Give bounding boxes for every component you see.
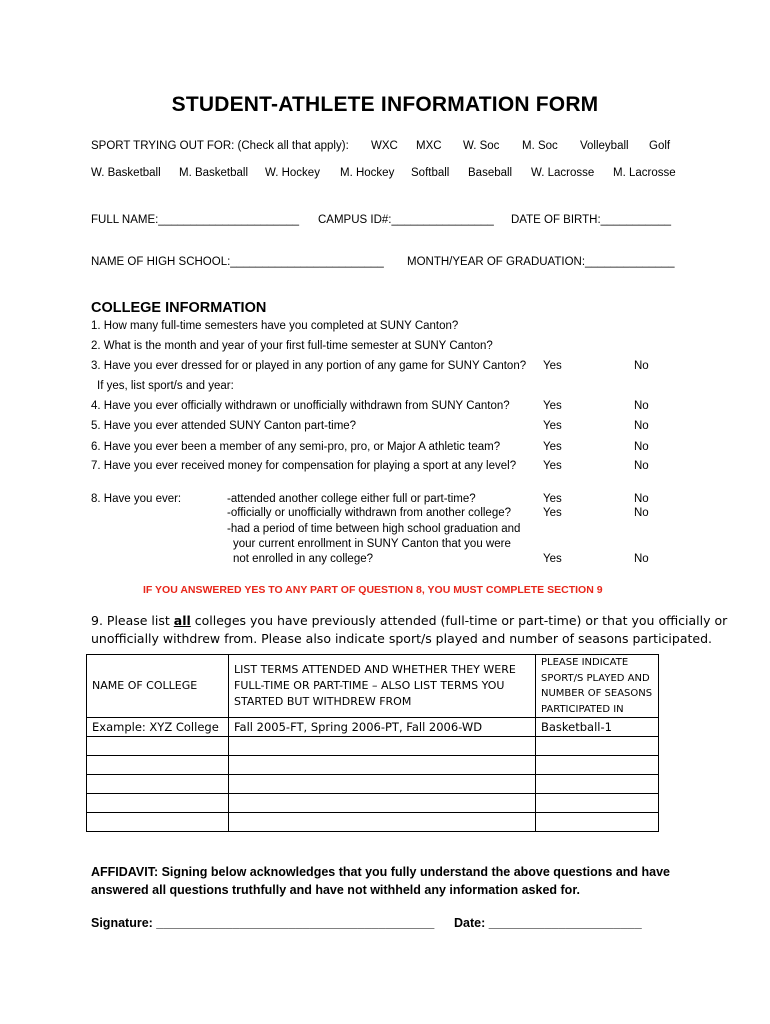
graduation-field[interactable]: MONTH/YEAR OF GRADUATION:______________ (407, 256, 675, 268)
sports-cell[interactable] (536, 794, 659, 813)
college-cell[interactable] (87, 813, 229, 832)
terms-cell[interactable] (229, 737, 536, 756)
section-9-intro-line2: unofficially withdrew from. Please also indicate sport/s played and number of seasons participated. (91, 631, 712, 646)
question-8a: -attended another college either full or part-time? (227, 493, 476, 505)
table-row[interactable] (87, 794, 659, 813)
question-5: 5. Have you ever attended SUNY Canton part-time? (91, 420, 357, 432)
question-8: 8. Have you ever: (91, 493, 182, 505)
question-8c-line1: -had a period of time between high school graduation and (227, 523, 521, 535)
question-3-subtext: If yes, list sport/s and year: (97, 380, 234, 392)
question-8c-line2: your current enrollment in SUNY Canton that you were (233, 538, 511, 550)
section-9-warning: IF YOU ANSWERED YES TO ANY PART OF QUESTION 8, YOU MUST COMPLETE SECTION 9 (143, 584, 603, 596)
sport-option-w-soc[interactable]: W. Soc (463, 140, 500, 152)
example-sports-cell: Basketball-1 (536, 718, 659, 737)
terms-cell[interactable] (229, 756, 536, 775)
sport-option-softball[interactable]: Softball (411, 167, 450, 179)
college-information-heading: COLLEGE INFORMATION (91, 300, 267, 316)
example-college-cell: Example: XYZ College (87, 718, 229, 737)
sport-option-m-lacrosse[interactable]: M. Lacrosse (613, 167, 676, 179)
terms-cell[interactable] (229, 794, 536, 813)
q7-no-option[interactable]: No (634, 460, 649, 472)
sport-option-mxc[interactable]: MXC (416, 140, 442, 152)
college-cell[interactable] (87, 737, 229, 756)
q4-yes-option[interactable]: Yes (543, 400, 562, 412)
sport-option-baseball[interactable]: Baseball (468, 167, 513, 179)
sports-cell[interactable] (536, 737, 659, 756)
q8b-no-option[interactable]: No (634, 507, 649, 519)
sport-option-w-lacrosse[interactable]: W. Lacrosse (531, 167, 595, 179)
table-row[interactable] (87, 737, 659, 756)
question-6: 6. Have you ever been a member of any semi-pro, pro, or Major A athletic team? (91, 441, 501, 453)
question-3: 3. Have you ever dressed for or played in any portion of any game for SUNY Canton? (91, 360, 527, 372)
form-title: STUDENT-ATHLETE INFORMATION FORM (171, 93, 599, 116)
table-row (87, 718, 659, 737)
table-row[interactable] (87, 775, 659, 794)
campus-id-field[interactable]: CAMPUS ID#:________________ (318, 214, 494, 226)
sport-option-m-basketball[interactable]: M. Basketball (179, 167, 249, 179)
question-1: 1. How many full-time semesters have you completed at SUNY Canton? (91, 320, 459, 332)
q8b-yes-option[interactable]: Yes (543, 507, 562, 519)
q6-no-option[interactable]: No (634, 441, 649, 453)
q7-yes-option[interactable]: Yes (543, 460, 562, 472)
sport-option-volleyball[interactable]: Volleyball (580, 140, 629, 152)
section-9-intro-line1: 9. Please list all colleges you have previously attended (full-time or part-time) or that you officially or (91, 613, 728, 628)
date-of-birth-field[interactable]: DATE OF BIRTH:___________ (511, 214, 672, 226)
question-8c-line3: not enrolled in any college? (233, 553, 374, 565)
sports-cell[interactable] (536, 775, 659, 794)
q5-yes-option[interactable]: Yes (543, 420, 562, 432)
q8c-no-option[interactable]: No (634, 553, 649, 565)
q5-no-option[interactable]: No (634, 420, 649, 432)
sports-cell[interactable] (536, 813, 659, 832)
college-cell[interactable] (87, 794, 229, 813)
header-name-of-college: NAME OF COLLEGE (87, 655, 229, 718)
table-header-row (87, 655, 659, 718)
q3-no-option[interactable]: No (634, 360, 649, 372)
terms-cell[interactable] (229, 813, 536, 832)
college-cell[interactable] (87, 775, 229, 794)
sport-option-m-hockey[interactable]: M. Hockey (340, 167, 395, 179)
q8a-yes-option[interactable]: Yes (543, 493, 562, 505)
q8a-no-option[interactable]: No (634, 493, 649, 505)
college-cell[interactable] (87, 756, 229, 775)
affidavit-line1: AFFIDAVIT: Signing below acknowledges that you fully understand the above questions and have (91, 865, 671, 879)
header-terms-attended: LIST TERMS ATTENDED AND WHETHER THEY WERE FULL-TIME OR PART-TIME – ALSO LIST TERMS YOU STARTED BUT WITHDREW FROM (229, 655, 536, 718)
question-7: 7. Have you ever received money for compensation for playing a sport at any level? (91, 460, 517, 472)
question-2: 2. What is the month and year of your first full-time semester at SUNY Canton? (91, 340, 493, 352)
question-8b: -officially or unofficially withdrawn from another college? (227, 507, 512, 519)
q4-no-option[interactable]: No (634, 400, 649, 412)
full-name-field[interactable]: FULL NAME:______________________ (91, 214, 300, 226)
q8c-yes-option[interactable]: Yes (543, 553, 562, 565)
date-field[interactable]: Date: ______________________ (454, 916, 642, 930)
sport-option-wxc[interactable]: WXC (371, 140, 398, 152)
affidavit-line2: answered all questions truthfully and have not withheld any information asked for. (91, 883, 580, 897)
terms-cell[interactable] (229, 775, 536, 794)
sport-label: SPORT TRYING OUT FOR: (Check all that apply): (91, 140, 349, 152)
table-row[interactable] (87, 813, 659, 832)
colleges-table (86, 654, 659, 832)
example-terms-cell: Fall 2005-FT, Spring 2006-PT, Fall 2006-WD (229, 718, 536, 737)
high-school-field[interactable]: NAME OF HIGH SCHOOL:________________________ (91, 256, 384, 268)
sport-option-m-soc[interactable]: M. Soc (522, 140, 558, 152)
sports-cell[interactable] (536, 756, 659, 775)
sport-option-golf[interactable]: Golf (649, 140, 671, 152)
q6-yes-option[interactable]: Yes (543, 441, 562, 453)
signature-field[interactable]: Signature: ________________________________________ (91, 916, 435, 930)
header-sports-played: PLEASE INDICATE SPORT/S PLAYED AND NUMBER OF SEASONS PARTICIPATED IN (536, 655, 659, 718)
sport-option-w-basketball[interactable]: W. Basketball (91, 167, 161, 179)
section-9-intro-emphasis: all (173, 613, 191, 628)
sport-option-w-hockey[interactable]: W. Hockey (265, 167, 320, 179)
q3-yes-option[interactable]: Yes (543, 360, 562, 372)
table-row[interactable] (87, 756, 659, 775)
question-4: 4. Have you ever officially withdrawn or unofficially withdrawn from SUNY Canton? (91, 400, 510, 412)
